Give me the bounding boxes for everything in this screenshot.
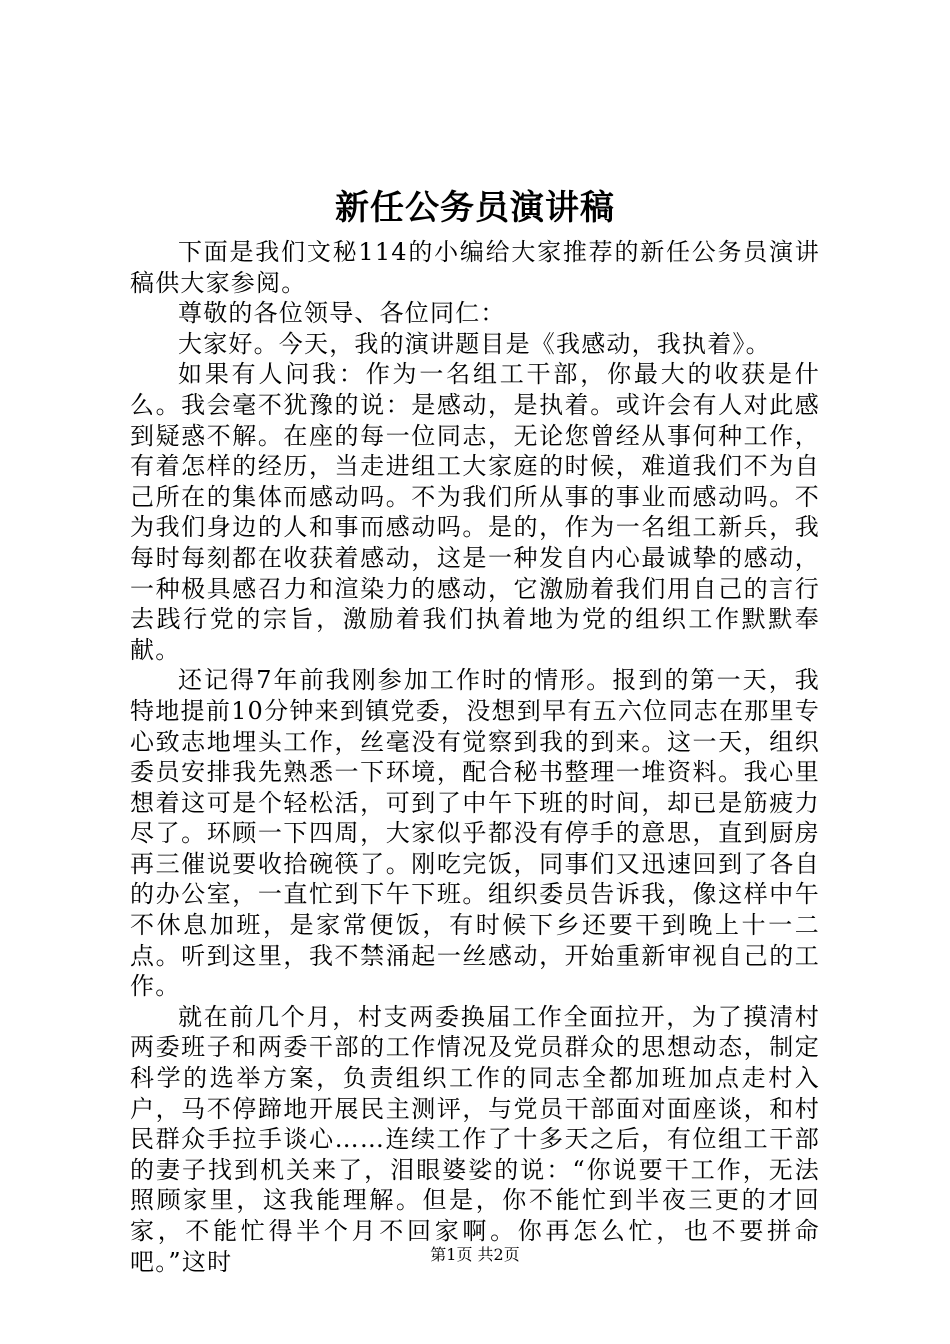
paragraph-body: 还记得7年前我刚参加工作时的情形。报到的第一天，我特地提前10分钟来到镇党委，没想到早有五六位同志在那里专心致志地埋头工作，丝毫没有觉察到我的到来。这一天，组织委员安排我先熟悉一下环境，配合秘书整理一堆资料。我心里想着这可是个轻松活，可到了中午下班的时间，却已是筋疲力尽了。环顾一下四周，大家似乎都没有停手的意思，直到厨房再三催说要收拾碗筷了。刚吃完饭，同事们又迅速回到了各自的办公室，一直忙到下午下班。组织委员告诉我，像这样中午不休息加班，是家常便饭，有时候下乡还要干到晚上十一二点。听到这里，我不禁涌起一丝感动，开始重新审视自己的工作。 <box>130 666 820 1001</box>
paragraph-greeting: 大家好。今天，我的演讲题目是《我感动，我执着》。 <box>178 329 771 358</box>
page-number-footer: 第1页 共2页 <box>430 1245 520 1264</box>
document-title: 新任公务员演讲稿 <box>335 188 615 228</box>
document-body <box>130 237 820 1277</box>
paragraph-intro: 下面是我们文秘114的小编给大家推荐的新任公务员演讲稿供大家参阅。 <box>130 238 820 297</box>
paragraph-body: 如果有人问我：作为一名组工干部，你最大的收获是什么。我会毫不犹豫的说：是感动，是执着。或许会有人对此感到疑惑不解。在座的每一位同志，无论您曾经从事何种工作，有着怎样的经历，当走进组工大家庭的时候，难道我们不为自己所在的集体而感动吗。不为我们所从事的事业而感动吗。不为我们身边的人和事而感动吗。是的，作为一名组工新兵，我每时每刻都在收获着感动，这是一种发自内心最诚挚的感动，一种极具感召力和渲染力的感动，它激励着我们用自己的言行去践行党的宗旨，激励着我们执着地为党的组织工作默默奉献。 <box>130 360 820 664</box>
paragraph-body: 就在前几个月，村支两委换届工作全面拉开，为了摸清村两委班子和两委干部的工作情况及党员群众的思想动态，制定科学的选举方案，负责组织工作的同志全都加班加点走村入户，马不停蹄地开展民主测评，与党员干部面对面座谈，和村民群众手拉手谈心……连续工作了十多天之后，有位组工干部的妻子找到机关来了，泪眼婆娑的说：“你说要干工作，无法照顾家里，这我能理解。但是，你不能忙到半夜三更的才回家，不能忙得半个月不回家啊。你再怎么忙，也不要拼命吧。”这时 <box>130 1002 820 1276</box>
paragraph-salutation: 尊敬的各位领导、各位同仁： <box>178 299 506 328</box>
